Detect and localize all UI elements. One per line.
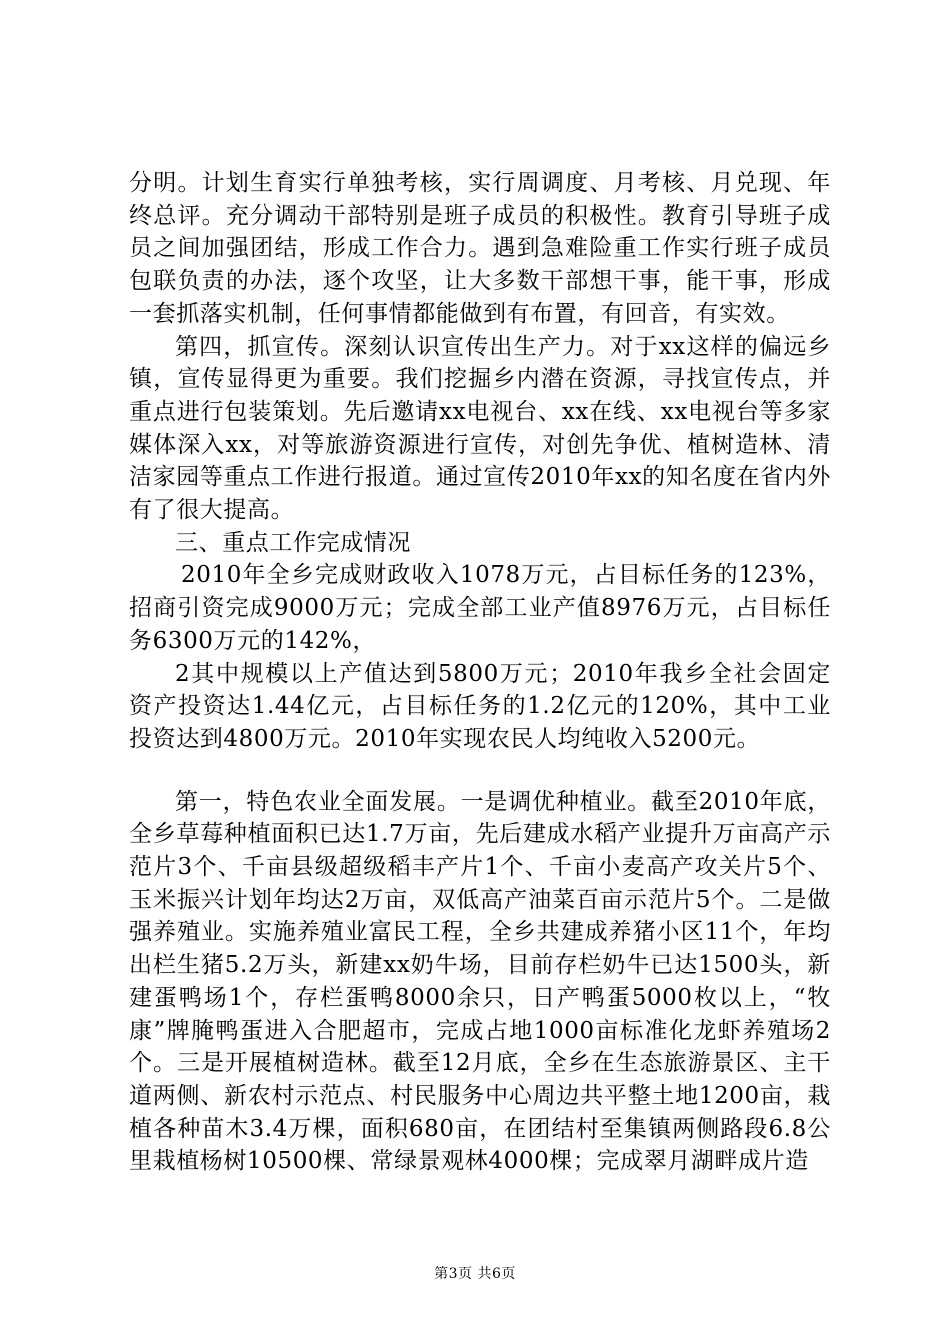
section-heading-key-work: 三、重点工作完成情况: [175, 529, 411, 556]
paragraph-investment-results: 2其中规模以上产值达到5800万元；2010年我乡全社会固定资产投资达1.44亿元，占目标任务的1.2亿元的120%，其中工业投资达到4800万元。2010年实现农民人均纯收入5200元。: [129, 660, 831, 752]
paragraph-agriculture: 第一，特色农业全面发展。一是调优种植业。截至2010年底，全乡草莓种植面积已达1.7万亩，先后建成水稻产业提升万亩高产示范片3个、千亩县级超级稻丰产片1个、千亩小麦高产攻关片5个、玉米振兴计划年均达2万亩，双低高产油菜百亩示范片5个。二是做强养殖业。实施养殖业富民工程，全乡共建成养猪小区11个，年均出栏生猪5.2万头，新建xx奶牛场，目前存栏奶牛已达1500头，新建蛋鸭场1个，存栏蛋鸭8000余只，日产鸭蛋5000枚以上，“牧康”牌腌鸭蛋进入合肥超市，完成占地1000亩标准化龙虾养殖场2个。三是开展植树造林。截至12月底，全乡在生态旅游景区、主干道两侧、新农村示范点、村民服务中心周边共平整土地1200亩，栽植各种苗木3.4万棵，面积680亩，在团结村至集镇两侧路段6.8公里栽植杨树10500棵、常绿景观林4000棵；完成翠月湖畔成片造: [129, 788, 831, 1175]
paragraph-continued: 分明。计划生育实行单独考核，实行周调度、月考核、月兑现、年终总评。充分调动干部特别是班子成员的积极性。教育引导班子成员之间加强团结，形成工作合力。遇到急难险重工作实行班子成员包联负责的办法，逐个攻坚，让大多数干部想干事，能干事，形成一套抓落实机制，任何事情都能做到有布置，有回音，有实效。: [129, 170, 831, 327]
paragraph-financial-results: 2010年全乡完成财政收入1078万元，占目标任务的123%，招商引资完成9000万元；完成全部工业产值8976万元，占目标任务6300万元的142%，: [129, 562, 831, 654]
document-body: [129, 167, 831, 1178]
paragraph-publicity: 第四，抓宣传。深刻认识宣传出生产力。对于xx这样的偏远乡镇，宣传显得更为重要。我们挖掘乡内潜在资源，寻找宣传点，并重点进行包装策划。先后邀请xx电视台、xx在线、xx电视台等多家媒体深入xx，对等旅游资源进行宣传，对创先争优、植树造林、清洁家园等重点工作进行报道。通过宣传2010年xx的知名度在省内外有了很大提高。: [129, 333, 831, 524]
page-footer: 第3页 共6页: [434, 1266, 516, 1282]
